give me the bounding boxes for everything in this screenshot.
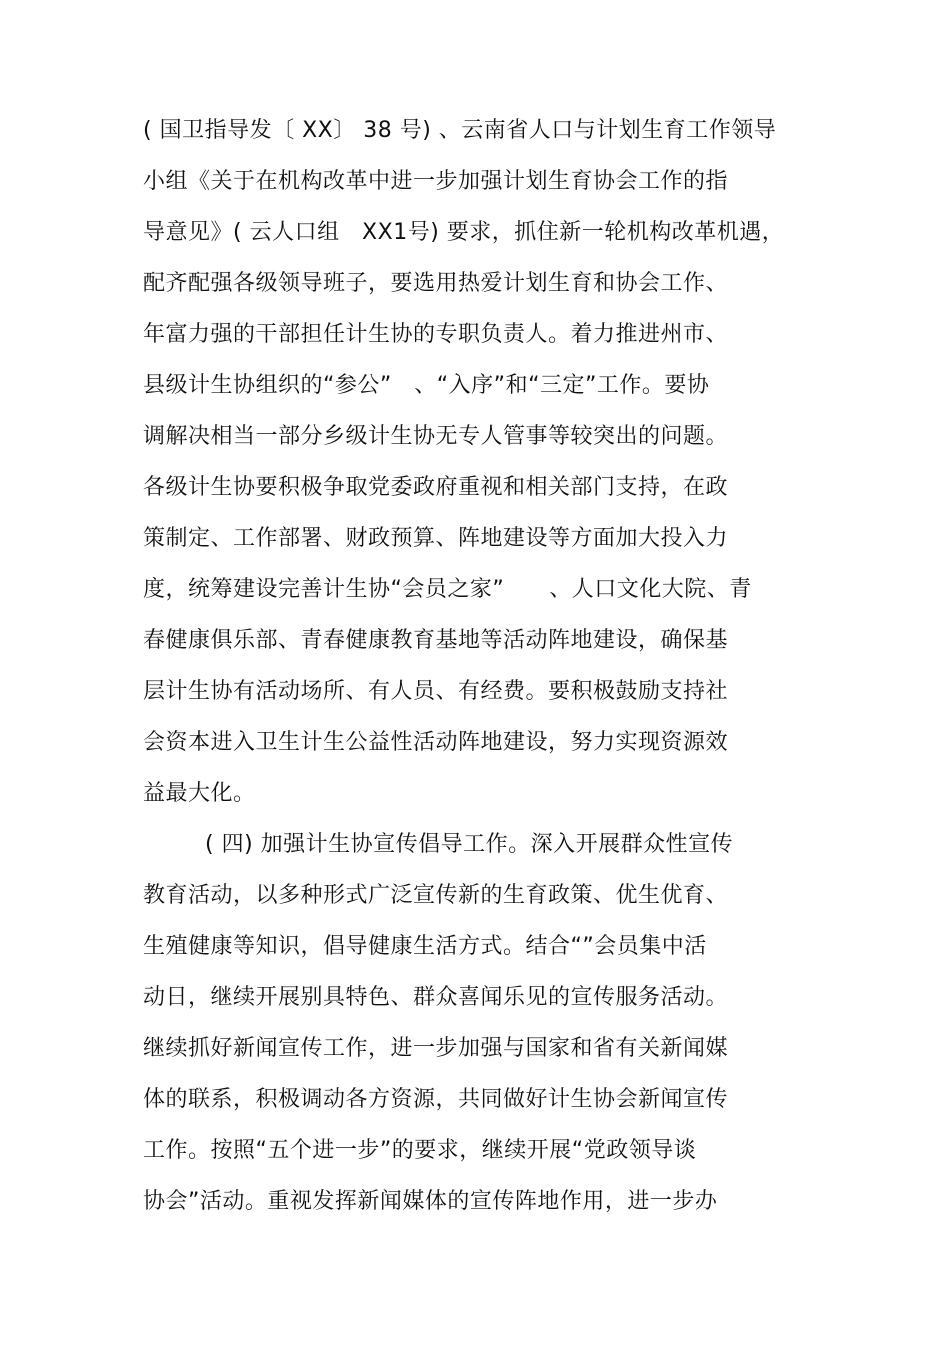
text-line-12: 层计生协有活动场所、有人员、有经费。要积极鼓励支持社	[143, 679, 729, 704]
text-line-3: 导意见》( 云人口组 XX1号) 要求，抓住新一轮机构改革机遇，	[143, 220, 785, 245]
text-line-18: 动日，继续开展别具特色、群众喜闻乐见的宣传服务活动。	[143, 985, 729, 1010]
text-line-8: 各级计生协要积极争取党委政府重视和相关部门支持，在政	[143, 475, 729, 500]
text-line-7: 调解决相当一部分乡级计生协无专人管事等较突出的问题。	[143, 424, 729, 449]
text-line-22: 协会”活动。重视发挥新闻媒体的宣传阵地作用，进一步办	[143, 1189, 718, 1214]
text-line-13: 会资本进入卫生计生公益性活动阵地建设，努力实现资源效	[143, 730, 729, 755]
text-line-6: 县级计生协组织的“参公” 、“入序”和“三定”工作。要协	[143, 373, 710, 398]
text-line-1: ( 国卫指导发〔 XX〕 38 号) 、云南省人口与计划生育工作领导	[143, 118, 777, 143]
text-line-9: 策制定、工作部署、财政预算、阵地建设等方面加大投入力	[143, 526, 729, 551]
text-line-20: 体的联系，积极调动各方资源，共同做好计生协会新闻宣传	[143, 1087, 729, 1112]
text-line-5: 年富力强的干部担任计生协的专职负责人。着力推进州市、	[143, 322, 729, 347]
text-line-4: 配齐配强各级领导班子，要选用热爱计划生育和协会工作、	[143, 271, 729, 296]
text-line-19: 继续抓好新闻宣传工作，进一步加强与国家和省有关新闻媒	[143, 1036, 729, 1061]
text-line-11: 春健康俱乐部、青春健康教育基地等活动阵地建设，确保基	[143, 628, 729, 653]
text-line-14: 益最大化。	[143, 781, 256, 806]
section-heading-line: ( 四) 加强计生协宣传倡导工作。深入开展群众性宣传	[205, 832, 734, 857]
text-line-16: 教育活动，以多种形式广泛宣传新的生育政策、优生优育、	[143, 883, 729, 908]
text-line-2: 小组《关于在机构改革中进一步加强计划生育协会工作的指	[143, 169, 729, 194]
text-line-17: 生殖健康等知识，倡导健康生活方式。结合“”会员集中活	[143, 934, 707, 959]
text-line-10: 度，统筹建设完善计生协“会员之家” 、人口文化大院、青	[143, 577, 752, 602]
text-line-21: 工作。按照“五个进一步”的要求，继续开展“党政领导谈	[143, 1138, 697, 1163]
